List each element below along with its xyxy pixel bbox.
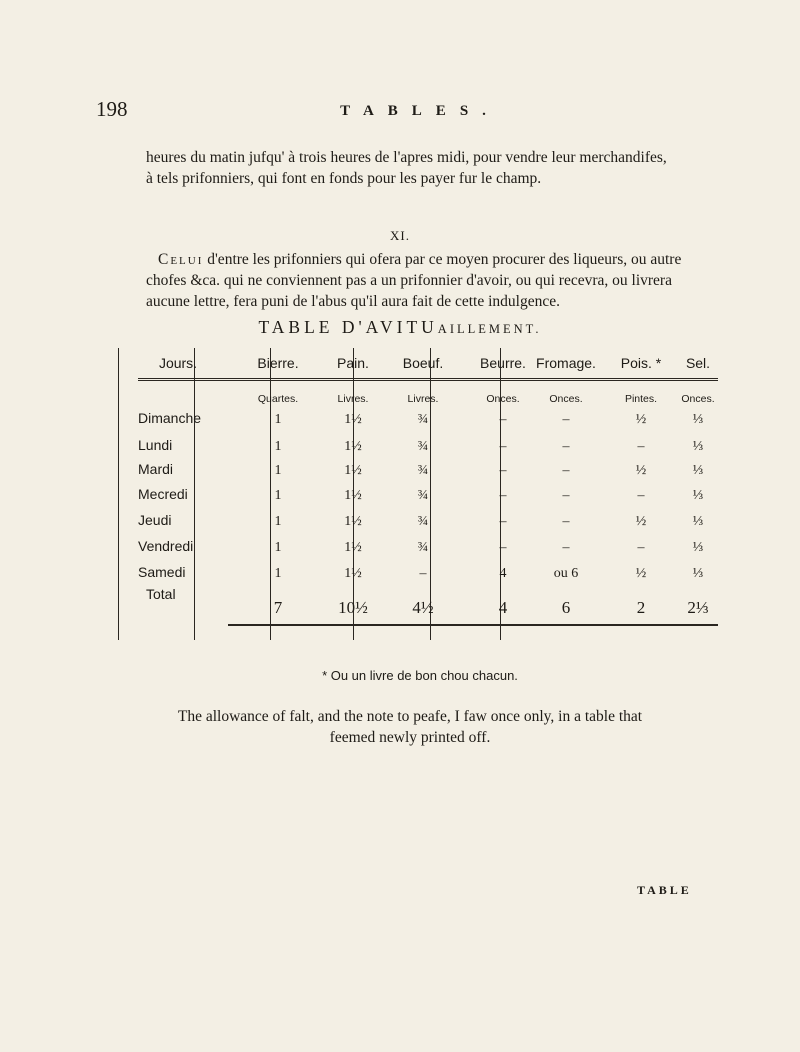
- page-number: 198: [96, 97, 128, 121]
- ration-value: 1½: [344, 412, 362, 427]
- ration-value: ou 6: [553, 566, 579, 581]
- paragraph-1: [146, 147, 706, 189]
- text-line: à tels prifonniers, qui font en fonds pour les payer fur le champ.: [146, 170, 542, 187]
- column-unit: Pintes.: [624, 393, 658, 405]
- paragraph-3: [110, 706, 710, 748]
- ration-value: ⅓: [692, 540, 704, 555]
- table-title-part: AILLEMENT.: [437, 322, 542, 336]
- total-value: 2⅓: [687, 598, 709, 617]
- column-header: Pois. *: [620, 355, 662, 371]
- day-label: Jeudi: [138, 512, 172, 528]
- column-header: Beurre.: [480, 355, 526, 371]
- ration-value: –: [562, 439, 570, 454]
- ration-value: ⅓: [692, 439, 704, 454]
- text-line: [146, 249, 706, 270]
- paragraph-2: [146, 249, 706, 312]
- ration-value: –: [637, 540, 645, 555]
- running-head: TABLES.: [340, 103, 500, 119]
- day-label: Dimanche: [138, 410, 202, 426]
- column-unit: Onces.: [486, 393, 520, 405]
- ration-value: –: [419, 566, 427, 581]
- column-header: Boeuf.: [402, 355, 444, 371]
- text-line: aucune lettre, fera puni de l'abus qu'il aura fait de cette indulgence.: [146, 293, 560, 310]
- ration-value: ¾: [417, 439, 429, 454]
- text-span: d'entre les prifonniers qui ofera par ce moyen procurer des liqueurs, ou autre: [207, 251, 682, 268]
- table-title-part: TABLE D'AVITU: [258, 317, 438, 337]
- ration-value: –: [562, 412, 570, 427]
- ration-value: 1½: [344, 566, 362, 581]
- day-label: Samedi: [138, 564, 186, 580]
- total-value: 7: [273, 598, 283, 617]
- ration-value: 1: [274, 412, 282, 427]
- ration-value: 1½: [344, 488, 362, 503]
- ration-value: ¾: [417, 463, 429, 478]
- ration-value: ¾: [417, 488, 429, 503]
- total-label: Total: [146, 586, 176, 602]
- column-unit: Onces.: [681, 393, 715, 405]
- day-label: Lundi: [138, 437, 173, 453]
- ration-value: –: [499, 412, 507, 427]
- header-rule: [138, 378, 718, 381]
- column-header: Fromage.: [536, 355, 596, 371]
- total-value: 4½: [412, 598, 434, 617]
- ration-value: –: [637, 439, 645, 454]
- ration-value: –: [499, 514, 507, 529]
- text-line: feemed newly printed off.: [329, 729, 491, 746]
- ration-value: –: [562, 488, 570, 503]
- catchword: TABLE: [637, 883, 692, 897]
- paragraph-lead-word: Celui: [158, 251, 204, 268]
- column-unit: Livres.: [407, 393, 439, 405]
- ration-value: ⅓: [692, 463, 704, 478]
- ration-value: ½: [635, 566, 647, 581]
- ration-value: –: [562, 540, 570, 555]
- ration-value: –: [562, 463, 570, 478]
- section-number: XI.: [390, 228, 410, 243]
- ration-value: 1½: [344, 514, 362, 529]
- ration-value: –: [499, 439, 507, 454]
- ration-value: ½: [635, 412, 647, 427]
- column-unit: Onces.: [549, 393, 583, 405]
- ration-value: ⅓: [692, 566, 704, 581]
- ration-value: 1: [274, 566, 282, 581]
- column-unit: Livres.: [337, 393, 369, 405]
- column-header: Sel.: [685, 355, 711, 371]
- total-value: 4: [498, 598, 508, 617]
- ration-value: 1: [274, 488, 282, 503]
- ration-value: ½: [635, 514, 647, 529]
- text-line: heures du matin jufqu' à trois heures de l'apres midi, pour vendre leur merchandifes,: [146, 149, 667, 166]
- ration-value: ¾: [417, 540, 429, 555]
- footnote: * Ou un livre de bon chou chacun.: [322, 668, 518, 683]
- ration-value: ⅓: [692, 412, 704, 427]
- ration-value: ⅓: [692, 514, 704, 529]
- ration-value: 1: [274, 463, 282, 478]
- ration-value: ¾: [417, 412, 429, 427]
- ration-value: –: [499, 540, 507, 555]
- column-unit: Quartes.: [257, 393, 299, 405]
- column-header: Bierre.: [257, 355, 299, 371]
- ration-value: ¾: [417, 514, 429, 529]
- table-title: [0, 317, 800, 338]
- ration-value: –: [637, 488, 645, 503]
- total-value: 6: [561, 598, 571, 617]
- ration-table: [138, 348, 718, 658]
- total-value: 2: [636, 598, 646, 617]
- ration-value: 1½: [344, 463, 362, 478]
- ration-value: 1½: [344, 540, 362, 555]
- ration-value: –: [499, 463, 507, 478]
- day-label: Vendredi: [138, 538, 194, 554]
- ration-value: –: [562, 514, 570, 529]
- column-header: Pain.: [337, 355, 369, 371]
- ration-value: 1: [274, 439, 282, 454]
- ration-value: –: [499, 488, 507, 503]
- column-header: Jours.: [158, 355, 198, 371]
- total-rule: [228, 624, 718, 626]
- text-line: The allowance of falt, and the note to peafe, I faw once only, in a table that: [177, 708, 643, 725]
- day-label: Mecredi: [138, 486, 188, 502]
- total-value: 10½: [338, 598, 368, 617]
- ration-value: ⅓: [692, 488, 704, 503]
- ration-value: 1: [274, 540, 282, 555]
- day-label: Mardi: [138, 461, 174, 477]
- ration-value: 1½: [344, 439, 362, 454]
- ration-value: 4: [499, 566, 507, 581]
- column-rule: [118, 348, 119, 640]
- ration-value: ½: [635, 463, 647, 478]
- text-line: chofes &ca. qui ne conviennent pas a un prifonnier d'avoir, ou qui recevra, ou livrera: [146, 272, 672, 289]
- ration-value: 1: [274, 514, 282, 529]
